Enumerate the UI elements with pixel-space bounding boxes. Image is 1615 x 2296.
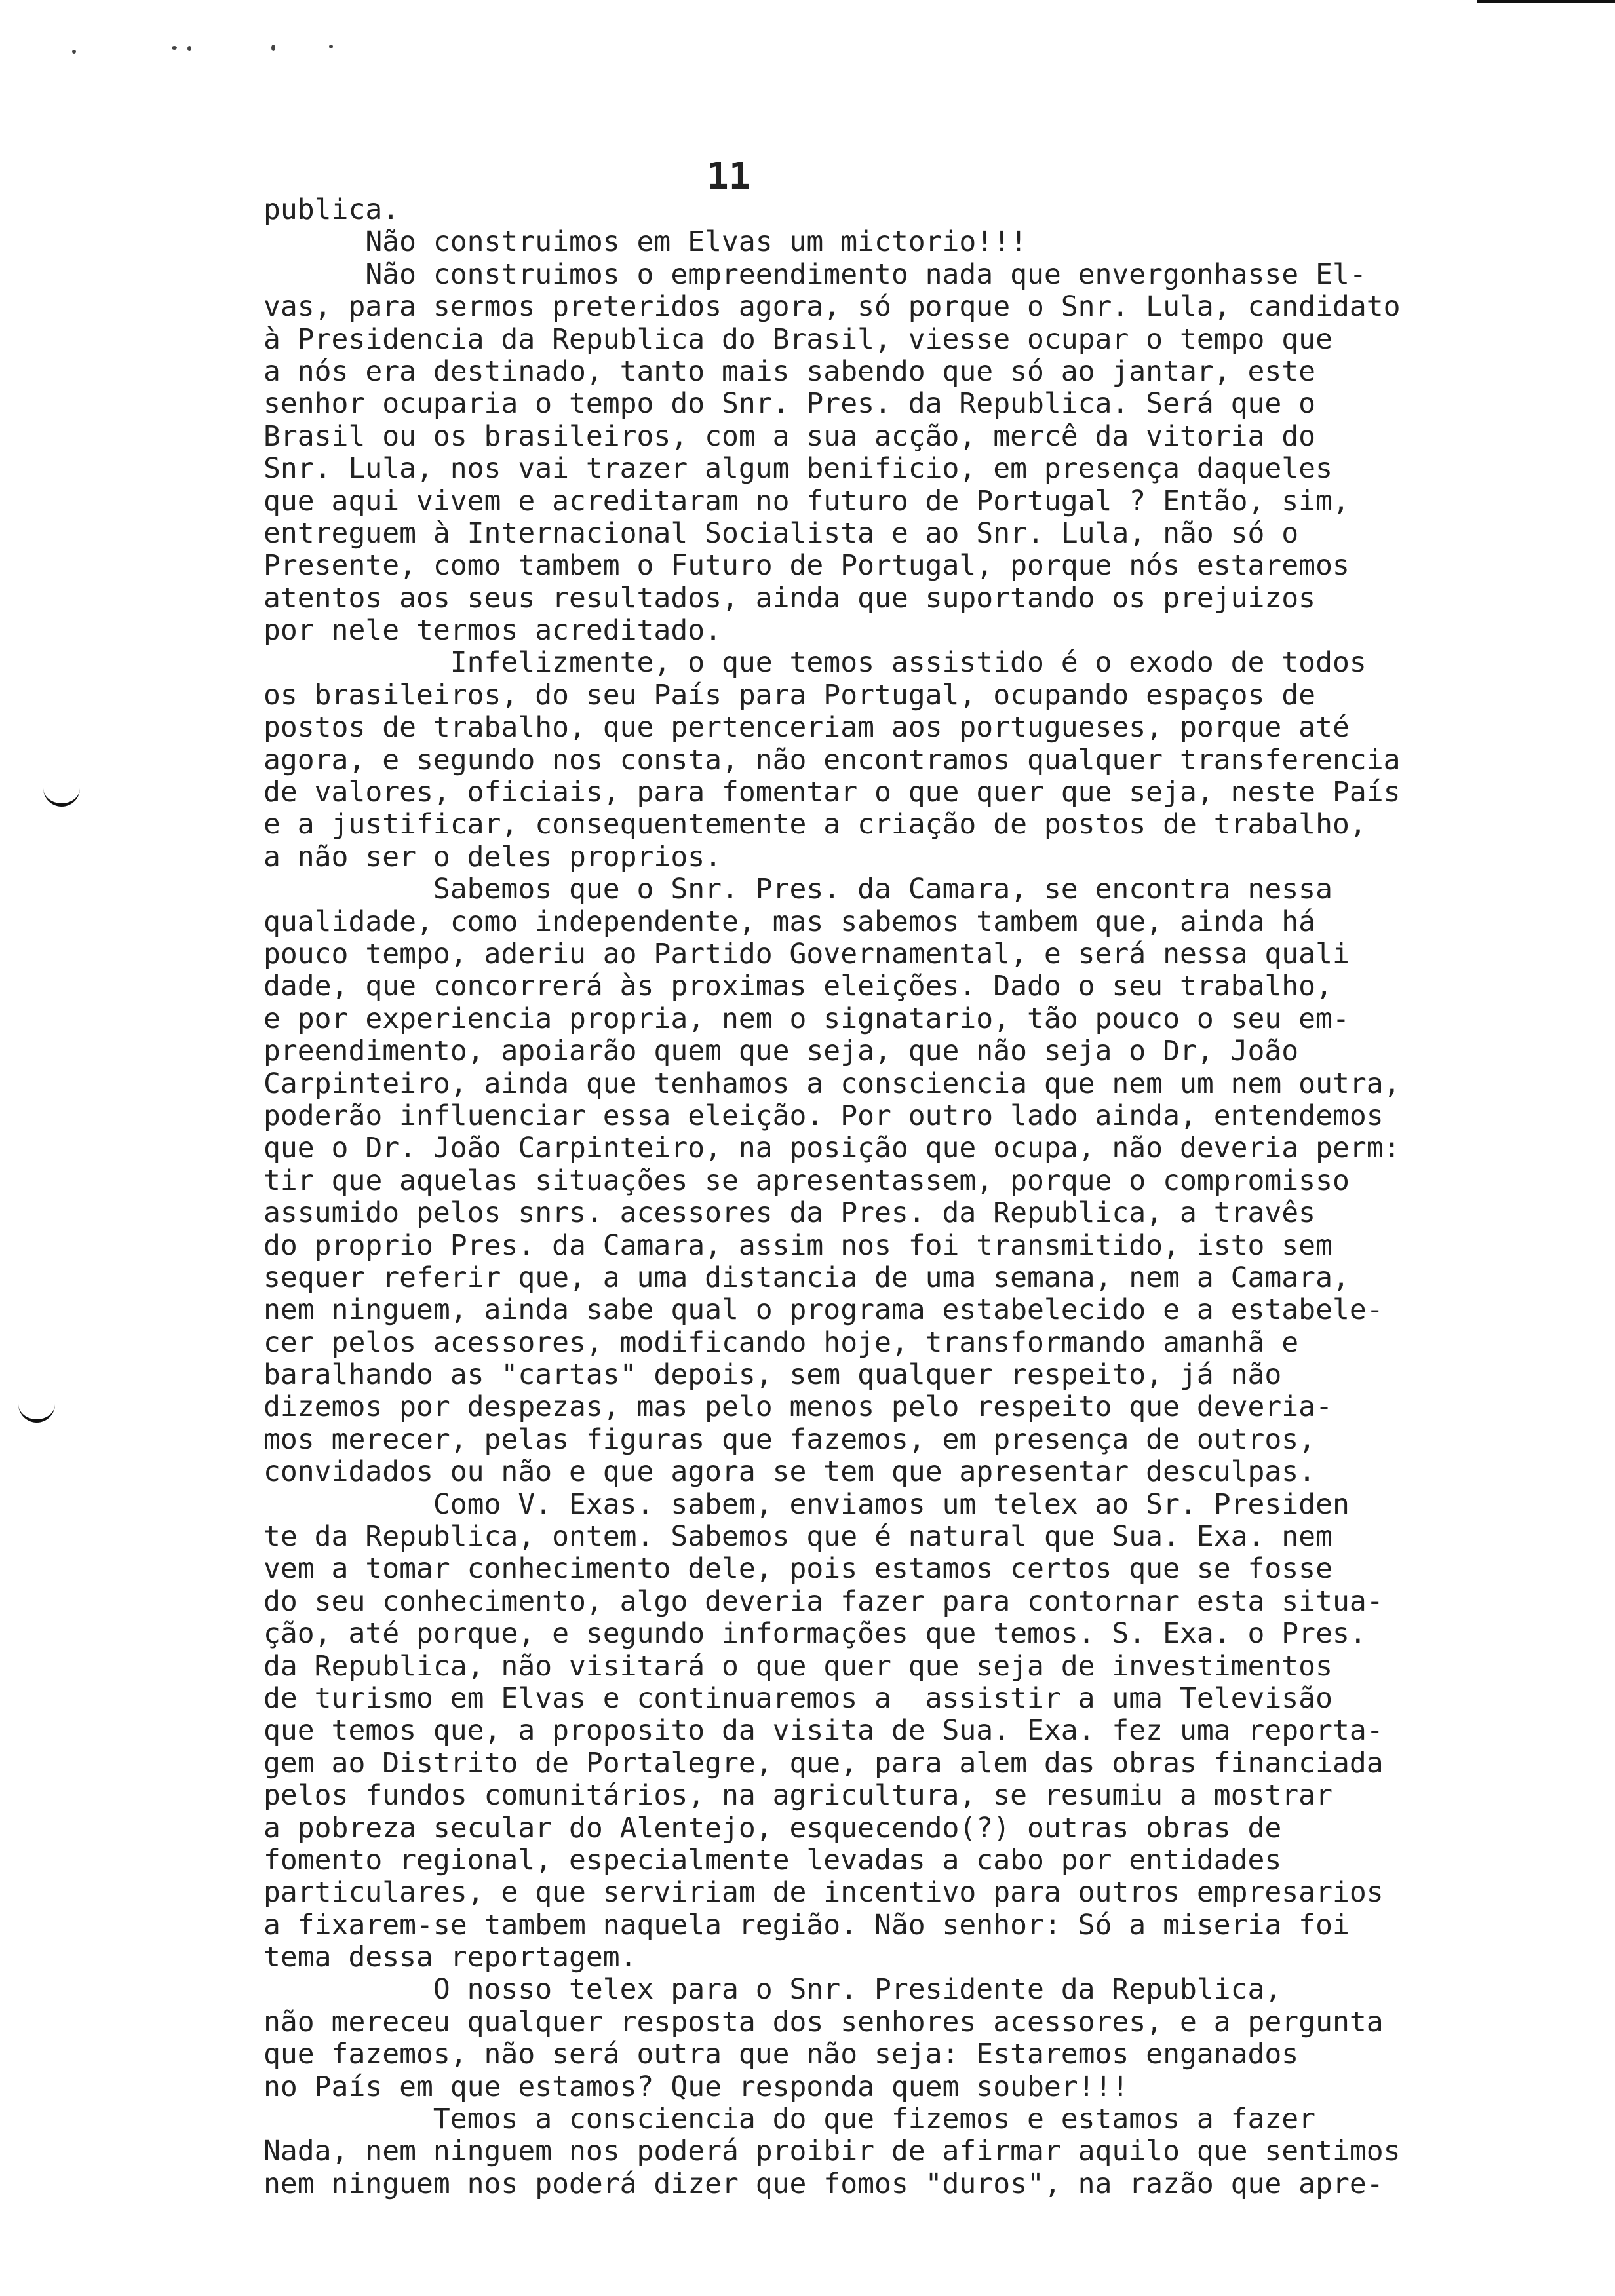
text-line: os brasileiros, do seu País para Portugal, ocupando espaços de: [263, 678, 1316, 712]
text-line: sequer referir que, a uma distancia de uma semana, nem a Camara,: [263, 1261, 1350, 1294]
text-line: à Presidencia da Republica do Brasil, viesse ocupar o tempo que: [263, 322, 1333, 356]
speck-4: [271, 45, 275, 51]
text-line: convidados ou não e que agora se tem que apresentar desculpas.: [263, 1455, 1316, 1489]
text-line: postos de trabalho, que pertenceriam aos portugueses, porque até: [263, 711, 1350, 744]
text-line: não mereceu qualquer resposta dos senhores acessores, e a pergunta: [263, 2005, 1384, 2038]
text-line: Não construimos em Elvas um mictorio!!!: [263, 225, 1027, 259]
text-line: Infelizmente, o que temos assistido é o exodo de todos: [263, 646, 1367, 679]
text-line: do seu conhecimento, algo deveria fazer para contornar esta situa-: [263, 1584, 1384, 1618]
text-line: Snr. Lula, nos vai trazer algum benificio, em presença daqueles: [263, 452, 1333, 486]
text-line: e a justificar, consequentemente a criação de postos de trabalho,: [263, 808, 1367, 841]
letter-body: [263, 194, 1611, 2233]
text-line: tema dessa reportagem.: [263, 1941, 637, 1974]
text-line: a nós era destinado, tanto mais sabendo que só ao jantar, este: [263, 354, 1316, 388]
text-line: do proprio Pres. da Camara, assim nos foi transmitido, isto sem: [263, 1229, 1333, 1262]
text-line: nem ninguem nos poderá dizer que fomos "duros", na razão que apre-: [263, 2167, 1384, 2200]
text-line: de valores, oficiais, para fomentar o que quer que seja, neste País: [263, 776, 1401, 809]
text-line: Brasil ou os brasileiros, com a sua acção, mercê da vitoria do: [263, 419, 1316, 453]
text-line: Não construimos o empreendimento nada que envergonhasse El-: [263, 258, 1367, 291]
text-line: no País em que estamos? Que responda quem souber!!!: [263, 2070, 1129, 2103]
text-line: publica.: [263, 193, 400, 226]
text-line: preendimento, apoiarão quem que seja, que não seja o Dr, João: [263, 1035, 1299, 1068]
text-line: da Republica, não visitará o que quer que seja de investimentos: [263, 1649, 1333, 1683]
text-line: pouco tempo, aderiu ao Partido Governamental, e será nessa quali: [263, 937, 1350, 970]
text-line: agora, e segundo nos consta, não encontramos qualquer transferencia: [263, 743, 1401, 776]
text-line: que temos que, a proposito da visita de Sua. Exa. fez uma reporta-: [263, 1714, 1384, 1748]
text-line: senhor ocuparia o tempo do Snr. Pres. da Republica. Será que o: [263, 387, 1316, 421]
speck-3: [187, 46, 191, 51]
text-line: te da Republica, ontem. Sabemos que é natural que Sua. Exa. nem: [263, 1520, 1333, 1554]
speck-5: [329, 45, 333, 48]
text-line: vas, para sermos preteridos agora, só porque o Snr. Lula, candidato: [263, 290, 1401, 324]
text-line: vem a tomar conhecimento dele, pois estamos certos que se fosse: [263, 1552, 1333, 1586]
text-line: baralhando as "cartas" depois, sem qualquer respeito, já não: [263, 1358, 1282, 1392]
text-line: que o Dr. João Carpinteiro, na posição que ocupa, não deveria perm:: [263, 1132, 1401, 1165]
text-line: [263, 2200, 1611, 2232]
text-line: poderão influenciar essa eleição. Por outro lado ainda, entendemos: [263, 1099, 1384, 1132]
text-line: fomento regional, especialmente levadas a cabo por entidades: [263, 1843, 1282, 1877]
margin-ink-mark-lower: [18, 1401, 55, 1423]
text-line: que fazemos, não será outra que não seja: Estaremos enganados: [263, 2038, 1299, 2071]
text-line: a fixarem-se tambem naquela região. Não senhor: Só a miseria foi: [263, 1908, 1350, 1942]
text-line: a pobreza secular do Alentejo, esquecendo(?) outras obras de: [263, 1811, 1282, 1845]
text-line: por nele termos acreditado.: [263, 614, 722, 647]
text-line: tir que aquelas situações se apresentassem, porque o compromisso: [263, 1164, 1350, 1197]
speck-2: [172, 46, 177, 50]
text-line: e por experiencia propria, nem o signatario, tão pouco o seu em-: [263, 1002, 1350, 1035]
page-number: 11: [707, 155, 751, 198]
text-line: a não ser o deles proprios.: [263, 840, 722, 873]
text-line: assumido pelos snrs. acessores da Pres. da Republica, a travês: [263, 1196, 1316, 1230]
text-line: qualidade, como independente, mas sabemos tambem que, ainda há: [263, 905, 1316, 938]
text-line: particulares, e que serviriam de incentivo para outros empresarios: [263, 1876, 1384, 1909]
text-line: gem ao Distrito de Portalegre, que, para alem das obras financiada: [263, 1746, 1384, 1780]
text-line: ção, até porque, e segundo informações que temos. S. Exa. o Pres.: [263, 1617, 1367, 1651]
text-line: que aqui vivem e acreditaram no futuro de Portugal ? Então, sim,: [263, 484, 1350, 518]
text-line: cer pelos acessores, modificando hoje, transformando amanhã e: [263, 1326, 1299, 1359]
text-line: Temos a consciencia do que fizemos e estamos a fazer: [263, 2103, 1316, 2136]
speck-1: [72, 50, 76, 54]
top-edge-rule: [1477, 0, 1615, 3]
text-line: Sabemos que o Snr. Pres. da Camara, se encontra nessa: [263, 873, 1333, 906]
text-line: O nosso telex para o Snr. Presidente da Republica,: [263, 1973, 1282, 2006]
text-line: Carpinteiro, ainda que tenhamos a consciencia que nem um nem outra,: [263, 1067, 1401, 1100]
text-line: mos merecer, pelas figuras que fazemos, em presença de outros,: [263, 1423, 1316, 1456]
text-line: entreguem à Internacional Socialista e ao Snr. Lula, não só o: [263, 516, 1299, 550]
text-line: dade, que concorrerá às proximas eleições. Dado o seu trabalho,: [263, 970, 1333, 1003]
text-line: atentos aos seus resultados, ainda que suportando os prejuizos: [263, 581, 1316, 615]
text-line: pelos fundos comunitários, na agricultura, se resumiu a mostrar: [263, 1779, 1333, 1812]
text-line: Presente, como tambem o Futuro de Portugal, porque nós estaremos: [263, 549, 1350, 583]
text-line: de turismo em Elvas e continuaremos a assistir a uma Televisão: [263, 1681, 1333, 1715]
margin-ink-mark-upper: [43, 785, 80, 807]
text-line: dizemos por despezas, mas pelo menos pelo respeito que deveria-: [263, 1390, 1333, 1424]
text-line: Nada, nem ninguem nos poderá proibir de afirmar aquilo que sentimos: [263, 2135, 1401, 2168]
text-line: nem ninguem, ainda sabe qual o programa estabelecido e a estabele-: [263, 1293, 1384, 1327]
text-line: Como V. Exas. sabem, enviamos um telex ao Sr. Presiden: [263, 1487, 1350, 1521]
